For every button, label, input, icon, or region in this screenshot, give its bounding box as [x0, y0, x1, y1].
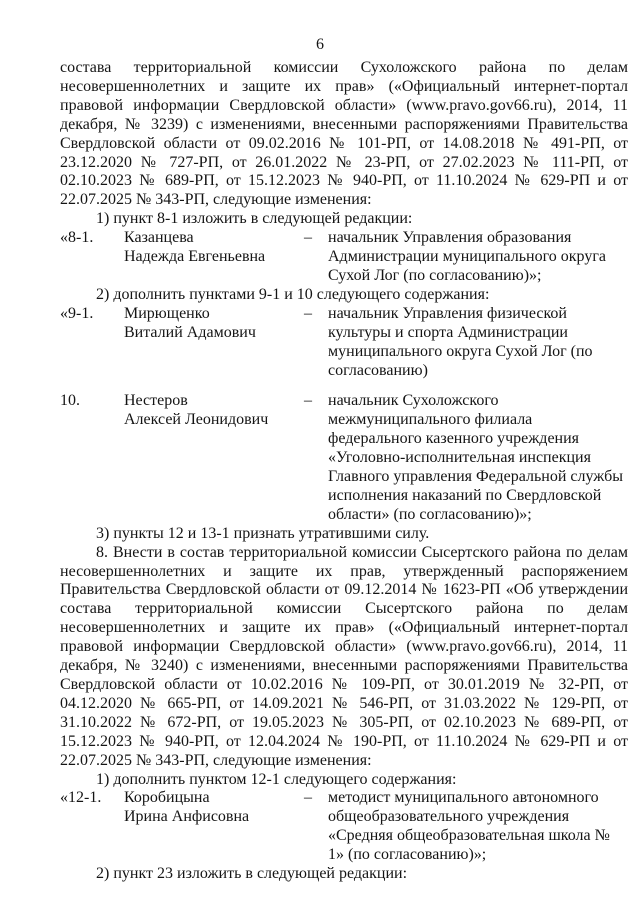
item-8-2: 2) пункт 23 изложить в следующей редакции: — [96, 865, 408, 883]
row-number: «9-1. — [60, 304, 94, 322]
table-row — [60, 789, 628, 865]
row-dash: – — [304, 304, 312, 322]
row-dash: – — [304, 392, 312, 410]
table-row — [60, 305, 628, 381]
paragraph-7-continuation: состава территориальной комиссии Сухоложского района по делам несовершеннолетних и защите их прав» («Официальный интернет-портал правовой информации Свердловской области» (www.pravo.gov66.ru), 2014, 11 декабря, № 3239) с изменениями, внесенными распоряжениями Правительства Свердловской области от 09.02.2016 № 101-РП, от 14.08.2018 № 491-РП, от 23.12.2020 № 727-РП, от 26.01.2022 № 23-РП, от 27.02.2023 № 111-РП, от 02.10.2023 № 689-РП, от 15.12.2023 № 940-РП, от 11.10.2024 № 629-РП и от 22.07.2025 № 343-РП, следующие изменения: — [60, 59, 628, 209]
paragraph-8: 8. Внести в состав территориальной комиссии Сысертского района по делам несовершеннолетних и защите их прав, утвержденный распоряжением Правительства Свердловской области от 09.12.2014 № 1623-РП «Об утверждении состава территориальной комиссии Сысертского района по делам несовершеннолетних и защите их прав» («Официальный интернет-портал правовой информации Свердловской области» (www.pravo.gov66.ru), 2014, 11 декабря, № 3240) с изменениями, внесенными распоряжениями Правительства Свердловской области от 10.02.2016 № 109-РП, от 30.01.2019 № 32-РП, от 04.12.2020 № 665-РП, от 14.09.2021 № 546-РП, от 31.03.2022 № 129-РП, от 31.10.2022 № 672-РП, от 19.05.2023 № 305-РП, от 02.10.2023 № 689-РП, от 15.12.2023 № 940-РП, от 12.04.2024 № 190-РП, от 11.10.2024 № 629-РП и от 22.07.2025 № 343-РП, следующие изменения: — [60, 543, 628, 769]
item-7-3: 3) пункты 12 и 13-1 признать утратившими силу. — [96, 524, 430, 542]
member-surname: Мирющенко — [124, 304, 210, 322]
member-position: начальник Управления образования Администрации муниципального округа Сухой Лог (по согласованию)»; — [328, 229, 606, 284]
row-dash: – — [304, 229, 312, 247]
member-name — [124, 305, 304, 343]
member-given-name: Алексей Леонидович — [124, 411, 269, 429]
item-7-2: 2) дополнить пунктами 9-1 и 10 следующего содержания: — [96, 285, 490, 303]
table-row — [60, 229, 628, 286]
item-7-1: 1) пункт 8-1 изложить в следующей редакции: — [96, 210, 413, 228]
row-number: 10. — [60, 392, 80, 410]
row-number: «8-1. — [60, 229, 94, 247]
member-name — [124, 392, 304, 430]
member-name — [124, 229, 304, 267]
member-name — [124, 789, 304, 827]
row-number: «12-1. — [60, 789, 102, 807]
member-given-name: Виталий Адамович — [124, 323, 256, 341]
page-content — [60, 59, 628, 884]
item-8-1: 1) дополнить пунктом 12-1 следующего содержания: — [96, 770, 457, 788]
row-dash: – — [304, 789, 312, 807]
table-row — [60, 392, 628, 524]
member-position: начальник Управления физической культуры и спорта Администрации муниципального округа Сухой Лог (по согласованию) — [328, 304, 593, 379]
member-surname: Казанцева — [124, 229, 194, 247]
member-surname: Нестеров — [124, 392, 188, 410]
member-surname: Коробицына — [124, 789, 210, 807]
member-position: начальник Сухоложского межмуниципального филиала федерального казенного учреждения «Уголовно-исполнительная инспекция Главного управления Федеральной службы исполнения наказаний по Свердловской области» (по согласованию)»; — [328, 392, 624, 523]
page-number: 6 — [316, 36, 324, 53]
member-given-name: Ирина Анфисовна — [124, 808, 250, 826]
member-position: методист муниципального автономного общеобразовательного учреждения «Средняя общеобразовательная школа № 1» (по согласованию)»; — [328, 789, 610, 864]
member-given-name: Надежда Евгеньевна — [124, 248, 266, 266]
